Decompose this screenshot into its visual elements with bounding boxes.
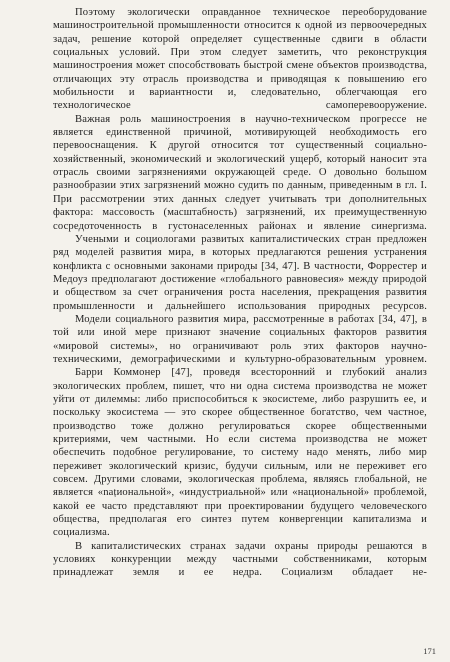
paragraph-5: Барри Коммонер [47], проведя всесторонний и глубокий анализ экологических проблем, пишет, что ни одна система производства не может уйти от дилеммы: либо приспособиться к экосистеме, либо разрушить ее, и поскольку экосистема — это скорее общественное богатство, чем частное, производство тоже должно регулироваться скорее общественными критериями, чем частными. Но если система производства не может обеспечить подобное регулирование, то систему надо менять, либо мир переживет экологический кризис, будучи сильным, или не переживет его совсем. Другими словами, экологическая проблема, являясь глобальной, не является «națиональной», «индустриальной» или «национальной» проблемой, какой ее часто представляют при проектировании будущего человеческого общества, предполагая его синтез путем конвергенции капитализма и социализма. [53, 367, 427, 539]
body-text [53, 6, 427, 580]
page-number: 171 [423, 646, 436, 656]
paragraph-1: Поэтому экологически оправданное техническое переоборудование машиностроительной промышленности относится к одной из первоочередных задач, решение которой определяет существенные сдвиги в области социальных условий. При этом следует заметить, что реконструкция машиностроения может способствовать быстрой смене объектов производства, отличающих эту отрасль производства и приводящая к повышению его мобильности и вариантности и, следовательно, облегчающая его технологическое самоперевооружение. [53, 7, 427, 112]
paragraph-2: Важная роль машиностроения в научно-техническом прогрессе не является единственной причиной, мотивирующей необходимость его перевооснащения. К другой относится тот существенный социально-хозяйственный, экономический и экологический ущерб, который наносит эта отрасль своими загрязнениями окружающей среде. О довольно большом разнообразии этих загрязнений можно судить по данным, приведенным в гл. I. При рассмотрении этих данных следует учитывать три дополнительных фактора: массовость (масштабность) загрязнений, их преимущественную сосредоточенность в густонаселенных районах и явление синергизма. [53, 113, 427, 232]
paragraph-4: Модели социального развития мира, рассмотренные в работах [34, 47], в той или иной мере признают значение социальных факторов развития «мировой системы», но ограничивают роль этих факторов научно-техническими, демографическими и культурно-образовательным уровнем. [53, 313, 427, 365]
paragraph-3: Учеными и социологами развитых капиталистических стран предложен ряд моделей развития мира, в которых предлагаются решения устранения конфликта с основными законами природы [34, 47]. В частности, Форрестер и Медоуз предполагают достижение «глобального равновесия» между природой и обществом за счет ограничения роста населения, прекращения развития промышленности и дальнейшего использования природных ресурсов. [53, 233, 427, 312]
paragraph-6: В капиталистических странах задачи охраны природы решаются в условиях конкуренции между частными собственниками, которым принадлежат земля и ее недра. Социализм обладает не- [53, 540, 427, 579]
